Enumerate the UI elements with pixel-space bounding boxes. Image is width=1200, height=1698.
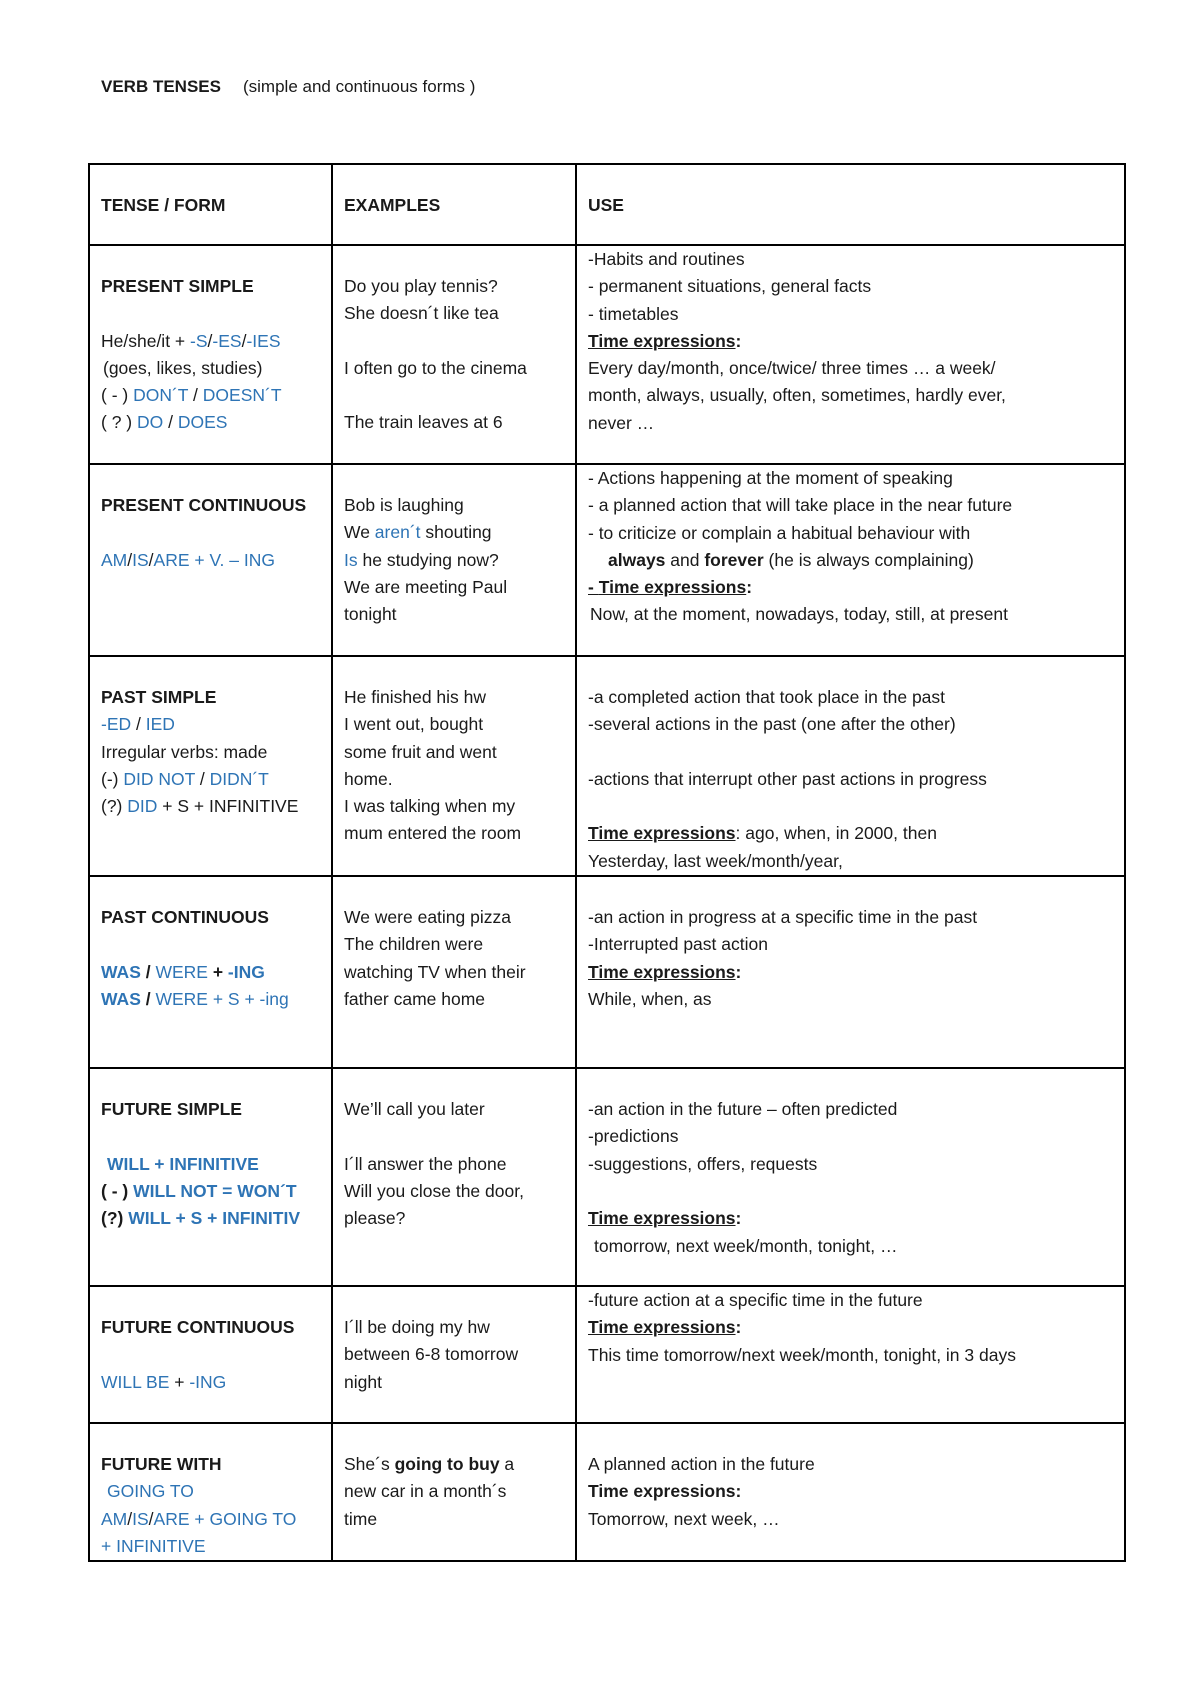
tense-cell-past-simple	[89, 656, 332, 876]
time-expressions-line: Yesterday, last week/month/year,	[588, 850, 843, 871]
example-line: home.	[344, 768, 393, 789]
use-line: -predictions	[588, 1126, 679, 1147]
use-line: - Actions happening at the moment of speaking	[588, 468, 953, 488]
time-expressions-line: This time tomorrow/next week/month, tonight, in 3 days	[588, 1344, 1016, 1365]
table-row-future-continuous	[89, 1286, 1125, 1423]
example-line: between 6-8 tomorrow	[344, 1344, 519, 1365]
use-line: -a completed action that took place in the past	[588, 687, 946, 707]
tense-cell-present-simple	[89, 245, 332, 464]
tense-cell-future-simple	[89, 1068, 332, 1286]
document-title: VERB TENSES	[101, 77, 221, 96]
example-line: new car in a month´s	[344, 1481, 507, 1502]
time-expressions-line: never …	[588, 412, 655, 433]
use-line: - permanent situations, general facts	[588, 276, 872, 297]
example-line: I often go to the cinema	[344, 357, 527, 378]
time-expressions-line: Now, at the moment, nowadays, today, still, at present	[590, 604, 1008, 625]
tense-cell-past-continuous	[89, 876, 332, 1068]
use-line: -an action in progress at a specific time in the past	[588, 907, 978, 928]
tense-cell-present-continuous	[89, 464, 332, 656]
use-cell-future-going-to	[576, 1423, 1125, 1561]
example-line: Bob is laughing	[344, 495, 464, 515]
table-row-present-simple	[89, 245, 1125, 464]
header-examples: EXAMPLES	[332, 164, 576, 245]
use-line: -an action in the future – often predicted	[588, 1099, 898, 1120]
time-expressions-label: - Time expressions:	[588, 577, 753, 598]
example-line: father came home	[344, 988, 486, 1009]
examples-cell-future-going-to	[332, 1423, 576, 1561]
tense-form: + INFINITIVE	[101, 1535, 206, 1556]
tense-name: FUTURE SIMPLE	[101, 1099, 242, 1120]
tense-form: WILL + INFINITIVE	[107, 1153, 259, 1174]
example-line: Will you close the door,	[344, 1180, 524, 1201]
example-line: We’ll call you later	[344, 1099, 485, 1120]
example-line: Is he studying now?	[344, 549, 499, 570]
tense-cell-future-going-to	[89, 1423, 332, 1561]
example-line	[344, 1123, 569, 1150]
tense-cell-future-continuous	[89, 1286, 332, 1423]
example-line: We are meeting Paul	[344, 576, 508, 597]
examples-cell-present-simple	[332, 245, 576, 464]
examples-cell-past-continuous	[332, 876, 576, 1068]
example-line: She´s going to buy a	[344, 1454, 515, 1475]
use-line: -Interrupted past action	[588, 934, 768, 955]
examples-cell-present-continuous	[332, 464, 576, 656]
tense-form: He/she/it + -S/-ES/-IES	[101, 330, 281, 351]
tense-name: PRESENT SIMPLE	[101, 276, 254, 296]
example-line	[344, 328, 569, 355]
example-line: I´ll be doing my hw	[344, 1317, 490, 1338]
time-expressions-line: month, always, usually, often, sometimes, hardly ever,	[588, 385, 1006, 406]
examples-cell-past-simple	[332, 656, 576, 876]
example-line: I was talking when my	[344, 796, 516, 817]
time-expressions-label: Time expressions:	[588, 1481, 742, 1502]
example-line: watching TV when their	[344, 961, 526, 982]
use-line: -several actions in the past (one after the other)	[588, 714, 956, 735]
tense-form: GOING TO	[107, 1481, 194, 1502]
examples-cell-future-simple	[332, 1068, 576, 1286]
time-expressions-line: Every day/month, once/twice/ three times … a week/	[588, 358, 996, 379]
time-expressions-label: Time expressions:	[588, 1317, 742, 1338]
examples-cell-future-continuous	[332, 1286, 576, 1423]
time-expressions-label: Time expressions: ago, when, in 2000, then	[588, 823, 937, 844]
time-expressions-label: Time expressions:	[588, 1208, 742, 1229]
header-use: USE	[576, 164, 1125, 245]
tense-form: WAS / WERE + -ING	[101, 961, 265, 982]
use-cell-future-simple	[576, 1068, 1125, 1286]
example-line: I went out, bought	[344, 714, 484, 735]
example-line: She doesn´t like tea	[344, 303, 499, 324]
tense-irregular: Irregular verbs: made	[101, 741, 268, 762]
example-line: We were eating pizza	[344, 907, 511, 928]
example-line: time	[344, 1508, 378, 1529]
tense-form: AM/IS/ARE + GOING TO	[101, 1508, 297, 1529]
time-expressions-label: Time expressions:	[588, 330, 742, 351]
example-line: Do you play tennis?	[344, 276, 498, 296]
header-tense-form: TENSE / FORM	[89, 164, 332, 245]
table-row-past-simple	[89, 656, 1125, 876]
example-line: please?	[344, 1208, 406, 1229]
table-row-future-going-to	[89, 1423, 1125, 1561]
example-line: He finished his hw	[344, 687, 487, 707]
example-line: some fruit and went	[344, 741, 497, 762]
use-cell-present-simple	[576, 245, 1125, 464]
time-expressions-line: While, when, as	[588, 988, 712, 1009]
tense-name: PAST SIMPLE	[101, 687, 217, 707]
use-line: -Habits and routines	[588, 249, 745, 269]
table-header-row	[89, 164, 1125, 245]
time-expressions-line: Tomorrow, next week, …	[588, 1508, 780, 1529]
tense-question: ( ? ) DO / DOES	[101, 412, 228, 433]
tense-name: FUTURE WITH	[101, 1454, 222, 1475]
example-line: The children were	[344, 934, 484, 955]
time-expressions-line: tomorrow, next week/month, tonight, …	[594, 1235, 898, 1256]
example-line: We aren´t shouting	[344, 522, 492, 543]
tense-question: (?) DID + S + INFINITIVE	[101, 796, 299, 817]
time-expressions-label: Time expressions:	[588, 961, 742, 982]
use-line: A planned action in the future	[588, 1454, 815, 1475]
use-line: -suggestions, offers, requests	[588, 1153, 818, 1174]
use-line: - timetables	[588, 303, 679, 324]
example-line: mum entered the room	[344, 823, 522, 844]
example-line: tonight	[344, 604, 397, 625]
use-cell-present-continuous	[576, 464, 1125, 656]
tense-negative: ( - ) WILL NOT = WON´T	[101, 1180, 297, 1201]
table-row-present-continuous	[89, 464, 1125, 656]
tense-negative: ( - ) DON´T / DOESN´T	[101, 385, 282, 406]
tense-form: (goes, likes, studies)	[103, 357, 263, 378]
table-row-future-simple	[89, 1068, 1125, 1286]
use-cell-past-continuous	[576, 876, 1125, 1068]
tense-form: AM/IS/ARE + V. – ING	[101, 549, 275, 570]
tense-name: PAST CONTINUOUS	[101, 907, 269, 928]
tense-form: -ED / IED	[101, 714, 175, 735]
use-cell-future-continuous	[576, 1286, 1125, 1423]
tense-name: PRESENT CONTINUOUS	[101, 495, 307, 515]
use-line: -actions that interrupt other past actions in progress	[588, 768, 987, 789]
tense-form: WILL BE + -ING	[101, 1371, 227, 1392]
document-title-line	[101, 76, 475, 98]
example-line: I´ll answer the phone	[344, 1153, 507, 1174]
use-line: always and forever (he is always complaining)	[608, 549, 974, 570]
table-row-past-continuous	[89, 876, 1125, 1068]
tense-name: FUTURE CONTINUOUS	[101, 1317, 295, 1338]
tense-negative: (-) DID NOT / DIDN´T	[101, 768, 269, 789]
verb-tenses-table	[88, 163, 1126, 1562]
document-subtitle: (simple and continuous forms )	[242, 77, 476, 96]
use-cell-past-simple	[576, 656, 1125, 876]
example-line: night	[344, 1371, 382, 1392]
use-line: - to criticize or complain a habitual behaviour with	[588, 522, 971, 543]
use-line: - a planned action that will take place in the near future	[588, 495, 1013, 516]
example-line: The train leaves at 6	[344, 412, 503, 433]
tense-form: WAS / WERE + S + -ing	[101, 988, 289, 1009]
use-line: -future action at a specific time in the future	[588, 1290, 923, 1311]
example-line	[344, 382, 569, 409]
tense-question: (?) WILL + S + INFINITIV	[101, 1208, 300, 1229]
